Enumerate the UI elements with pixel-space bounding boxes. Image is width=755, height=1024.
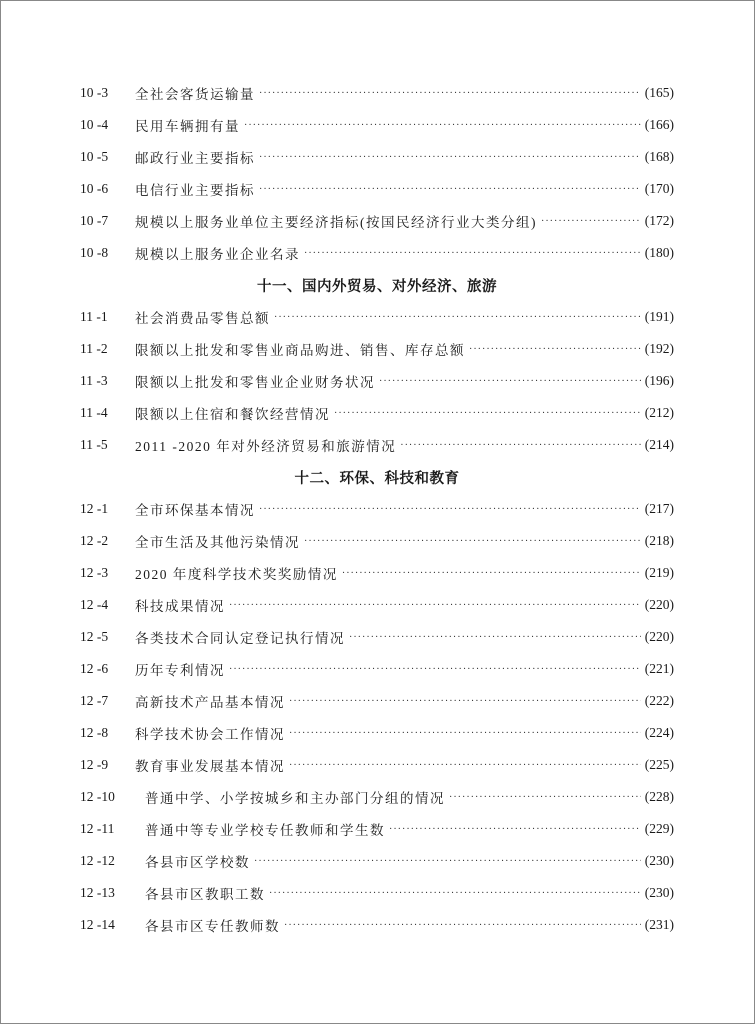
toc-entry[interactable] bbox=[80, 557, 674, 589]
toc-entry[interactable] bbox=[80, 205, 674, 237]
entry-number: 12 -8 bbox=[80, 725, 109, 740]
entry-page-number: (230) bbox=[644, 885, 674, 900]
entry-title: 社会消费品零售总额 bbox=[135, 311, 270, 326]
entry-title: 科学技术协会工作情况 bbox=[135, 727, 285, 742]
dot-leader bbox=[400, 440, 641, 451]
toc-entry[interactable] bbox=[80, 141, 674, 173]
dot-leader bbox=[469, 344, 641, 355]
entry-page-number: (230) bbox=[644, 853, 674, 868]
entry-number: 12 -9 bbox=[80, 757, 109, 772]
entry-title: 邮政行业主要指标 bbox=[135, 151, 255, 166]
entry-number: 11 -4 bbox=[80, 405, 108, 420]
dot-leader bbox=[259, 152, 641, 163]
dot-leader bbox=[284, 920, 641, 931]
entry-page-number: (224) bbox=[644, 725, 674, 740]
toc-entry[interactable] bbox=[80, 77, 674, 109]
entry-page-number: (220) bbox=[644, 597, 674, 612]
entry-number: 12 -10 bbox=[80, 789, 115, 804]
entry-page-number: (172) bbox=[644, 213, 674, 228]
toc-entry[interactable] bbox=[80, 237, 674, 269]
dot-leader bbox=[269, 888, 641, 899]
entry-page-number: (180) bbox=[644, 245, 674, 260]
entry-page-number: (165) bbox=[644, 85, 674, 100]
entry-title: 2020 年度科学技术奖奖励情况 bbox=[135, 567, 338, 582]
section-heading: 十一、国内外贸易、对外经济、旅游 bbox=[257, 278, 497, 295]
toc-entry[interactable] bbox=[80, 525, 674, 557]
entry-number: 11 -1 bbox=[80, 309, 108, 324]
entry-page-number: (214) bbox=[644, 437, 674, 452]
entry-title: 电信行业主要指标 bbox=[135, 183, 255, 198]
toc-entry[interactable] bbox=[80, 397, 674, 429]
toc-entry[interactable] bbox=[80, 173, 674, 205]
entry-number: 10 -8 bbox=[80, 245, 109, 260]
entry-number: 12 -4 bbox=[80, 597, 109, 612]
entry-page-number: (217) bbox=[644, 501, 674, 516]
toc-entry[interactable] bbox=[80, 717, 674, 749]
toc-entry[interactable] bbox=[80, 781, 674, 813]
dot-leader bbox=[289, 696, 641, 707]
table-of-contents bbox=[80, 77, 674, 941]
entry-page-number: (225) bbox=[644, 757, 674, 772]
entry-number: 12 -7 bbox=[80, 693, 109, 708]
entry-number: 12 -5 bbox=[80, 629, 109, 644]
dot-leader bbox=[254, 856, 641, 867]
entry-number: 10 -4 bbox=[80, 117, 109, 132]
entry-title: 普通中学、小学按城乡和主办部门分组的情况 bbox=[145, 791, 445, 806]
entry-number: 10 -7 bbox=[80, 213, 109, 228]
toc-entry[interactable] bbox=[80, 333, 674, 365]
toc-entry[interactable] bbox=[80, 749, 674, 781]
dot-leader bbox=[304, 536, 641, 547]
toc-entry[interactable] bbox=[80, 589, 674, 621]
entry-number: 11 -2 bbox=[80, 341, 108, 356]
entry-page-number: (229) bbox=[644, 821, 674, 836]
entry-title: 2011 -2020 年对外经济贸易和旅游情况 bbox=[135, 439, 397, 454]
entry-number: 12 -12 bbox=[80, 853, 115, 868]
entry-title: 规模以上服务业单位主要经济指标(按国民经济行业大类分组) bbox=[135, 215, 537, 230]
dot-leader bbox=[342, 568, 641, 579]
entry-title: 各类技术合同认定登记执行情况 bbox=[135, 631, 345, 646]
entry-page-number: (212) bbox=[644, 405, 674, 420]
entry-number: 10 -5 bbox=[80, 149, 109, 164]
toc-entry[interactable] bbox=[80, 493, 674, 525]
dot-leader bbox=[259, 504, 641, 515]
entry-page-number: (196) bbox=[644, 373, 674, 388]
dot-leader bbox=[304, 248, 641, 259]
entry-number: 12 -6 bbox=[80, 661, 109, 676]
entry-page-number: (218) bbox=[644, 533, 674, 548]
entry-title: 科技成果情况 bbox=[135, 599, 225, 614]
entry-number: 12 -2 bbox=[80, 533, 109, 548]
toc-entry[interactable] bbox=[80, 429, 674, 461]
toc-entry[interactable] bbox=[80, 845, 674, 877]
entry-page-number: (220) bbox=[644, 629, 674, 644]
dot-leader bbox=[349, 632, 641, 643]
toc-entry[interactable] bbox=[80, 877, 674, 909]
entry-title: 全市生活及其他污染情况 bbox=[135, 535, 300, 550]
dot-leader bbox=[289, 760, 641, 771]
dot-leader bbox=[229, 664, 641, 675]
entry-number: 12 -14 bbox=[80, 917, 115, 932]
entry-number: 10 -6 bbox=[80, 181, 109, 196]
entry-page-number: (222) bbox=[644, 693, 674, 708]
entry-title: 限额以上批发和零售业商品购进、销售、库存总额 bbox=[135, 343, 465, 358]
entry-title: 各县市区教职工数 bbox=[145, 887, 265, 902]
dot-leader bbox=[449, 792, 641, 803]
entry-number: 12 -11 bbox=[80, 821, 115, 836]
entry-page-number: (231) bbox=[644, 917, 674, 932]
dot-leader bbox=[334, 408, 641, 419]
dot-leader bbox=[229, 600, 641, 611]
entry-number: 10 -3 bbox=[80, 85, 109, 100]
dot-leader bbox=[244, 120, 641, 131]
toc-entry[interactable] bbox=[80, 365, 674, 397]
entry-title: 高新技术产品基本情况 bbox=[135, 695, 285, 710]
entry-title: 限额以上批发和零售业企业财务状况 bbox=[135, 375, 375, 390]
entry-number: 12 -13 bbox=[80, 885, 115, 900]
entry-title: 历年专利情况 bbox=[135, 663, 225, 678]
entry-title: 限额以上住宿和餐饮经营情况 bbox=[135, 407, 330, 422]
toc-entry[interactable] bbox=[80, 909, 674, 941]
entry-page-number: (219) bbox=[644, 565, 674, 580]
entry-page-number: (221) bbox=[644, 661, 674, 676]
entry-page-number: (168) bbox=[644, 149, 674, 164]
entry-page-number: (192) bbox=[644, 341, 674, 356]
section-heading: 十二、环保、科技和教育 bbox=[294, 470, 460, 487]
dot-leader bbox=[289, 728, 641, 739]
toc-entry[interactable] bbox=[80, 301, 674, 333]
entry-title: 民用车辆拥有量 bbox=[135, 119, 240, 134]
entry-title: 各县市区学校数 bbox=[145, 855, 250, 870]
entry-number: 11 -3 bbox=[80, 373, 108, 388]
entry-title: 普通中等专业学校专任教师和学生数 bbox=[145, 823, 385, 838]
entry-number: 12 -1 bbox=[80, 501, 109, 516]
entry-page-number: (170) bbox=[644, 181, 674, 196]
entry-page-number: (191) bbox=[644, 309, 674, 324]
entry-page-number: (166) bbox=[644, 117, 674, 132]
entry-title: 全社会客货运输量 bbox=[135, 87, 255, 102]
dot-leader bbox=[259, 88, 641, 99]
toc-entry[interactable] bbox=[80, 813, 674, 845]
entry-title: 各县市区专任教师数 bbox=[145, 919, 280, 934]
toc-entry[interactable] bbox=[80, 109, 674, 141]
toc-entry[interactable] bbox=[80, 685, 674, 717]
entry-page-number: (228) bbox=[644, 789, 674, 804]
dot-leader bbox=[274, 312, 641, 323]
entry-number: 11 -5 bbox=[80, 437, 108, 452]
dot-leader bbox=[379, 376, 641, 387]
entry-title: 规模以上服务业企业名录 bbox=[135, 247, 300, 262]
entry-title: 教育事业发展基本情况 bbox=[135, 759, 285, 774]
dot-leader bbox=[259, 184, 641, 195]
dot-leader bbox=[389, 824, 641, 835]
entry-title: 全市环保基本情况 bbox=[135, 503, 255, 518]
toc-entry[interactable] bbox=[80, 621, 674, 653]
toc-entry[interactable] bbox=[80, 653, 674, 685]
entry-number: 12 -3 bbox=[80, 565, 109, 580]
dot-leader bbox=[541, 216, 641, 227]
